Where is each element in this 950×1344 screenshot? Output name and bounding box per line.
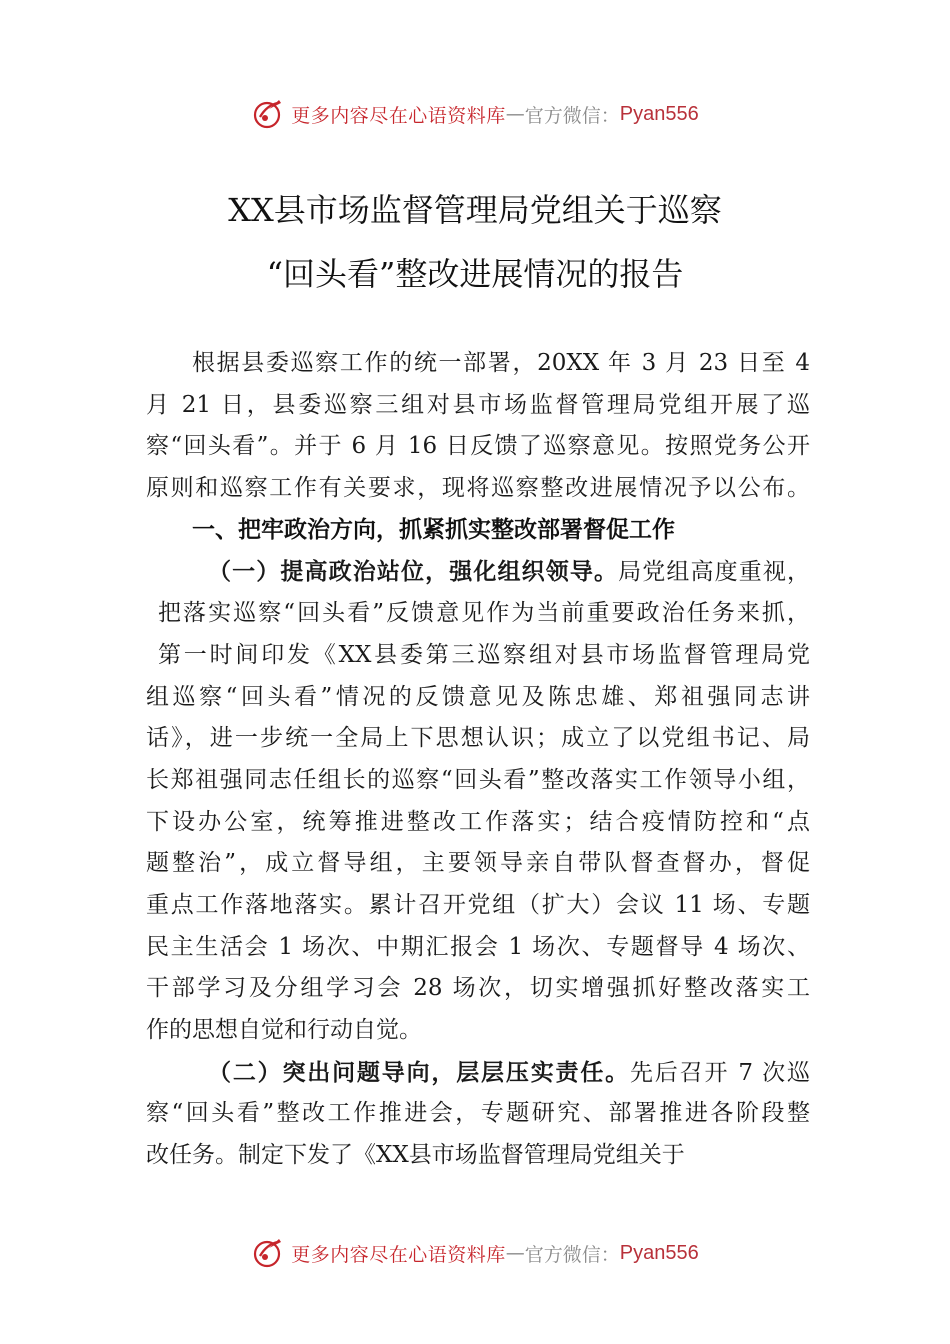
footer-banner [0, 1231, 950, 1275]
paragraph-line: 改任务。制定下发了《XX县市场监督管理局党组关于 [146, 1142, 685, 1169]
paragraph-line: 察“回头看”。并于 6 月 16 日反馈了巡察意见。按照党务公开 [146, 433, 810, 460]
paragraph-line: 下设办公室，统筹推进整改工作落实；结合疫情防控和“点 [146, 808, 810, 835]
paragraph-line: 作的思想自觉和行动自觉。 [146, 1017, 422, 1043]
paragraph-line: 重点工作落地落实。累计召开党组（扩大）会议 11 场、专题 [146, 891, 810, 918]
paragraph-line: 民主生活会 1 场次、中期汇报会 1 场次、专题督导 4 场次、 [146, 933, 810, 960]
subsection-1-lead-rest: 局党组高度重视， [618, 559, 810, 586]
banner-wechat-id: Pyan556 [619, 1241, 699, 1264]
header-banner [0, 92, 950, 136]
subsection-2-lead-rest: 先后召开 7 次巡 [629, 1059, 810, 1086]
banner-brand: 更多内容尽在心语资料库 [291, 104, 506, 127]
banner-dash: — [505, 1242, 525, 1264]
paragraph-line: 题整治”，成立督导组，主要领导亲自带队督查督办，督促 [146, 850, 810, 877]
paragraph-line: 原则和巡察工作有关要求，现将巡察整改进展情况予以公布。 [146, 475, 810, 502]
paragraph-line: 组巡察“回头看”情况的反馈意见及陈忠雄、郑祖强同志讲 [146, 683, 810, 710]
section-heading-1: 一、把牢政治方向，抓紧抓实整改部署督促工作 [192, 516, 675, 543]
paragraph-line: 话》，进一步统一全局上下思想认识；成立了以党组书记、局 [146, 725, 810, 752]
document-title-line-2: “回头看”整改进展情况的报告 [266, 255, 684, 293]
subsection-2-first-line [146, 1052, 810, 1094]
paragraph-line: 察“回头看”整改工作推进会，专题研究、部署推进各阶段整 [146, 1100, 810, 1127]
banner-dash: — [505, 103, 525, 125]
paragraph-line: 干部学习及分组学习会 28 场次，切实增强抓好整改落实工 [146, 975, 810, 1002]
subsection-1-lead: （一）提高政治站位，强化组织领导。 [208, 558, 619, 586]
paragraph-line: 把落实巡察“回头看”反馈意见作为当前重要政治任务来抓， [158, 600, 810, 627]
paragraph-line: 长郑祖强同志任组长的巡察“回头看”整改落实工作领导小组， [146, 766, 810, 793]
banner-wechat-label: 官方微信： [524, 104, 620, 127]
subsection-2-lead: （二）突出问题导向，层层压实责任。 [208, 1058, 630, 1086]
banner-brand: 更多内容尽在心语资料库 [291, 1243, 506, 1266]
subsection-1-first-line [146, 551, 810, 593]
paragraph-line: 月 21 日，县委巡察三组对县市场监督管理局党组开展了巡 [146, 391, 810, 418]
brand-logo-icon [251, 1236, 285, 1270]
brand-logo-icon [251, 97, 285, 131]
paragraph-line: 根据县委巡察工作的统一部署，20XX 年 3 月 23 日至 4 [192, 350, 810, 376]
banner-wechat-id: Pyan556 [619, 102, 699, 125]
document-body [146, 343, 810, 1177]
banner-wechat-label: 官方微信： [524, 1243, 620, 1266]
paragraph-line: 第一时间印发《XX县委第三巡察组对县市场监督管理局党 [158, 641, 810, 668]
document-title-line-1: XX县市场监督管理局党组关于巡察 [228, 191, 722, 229]
